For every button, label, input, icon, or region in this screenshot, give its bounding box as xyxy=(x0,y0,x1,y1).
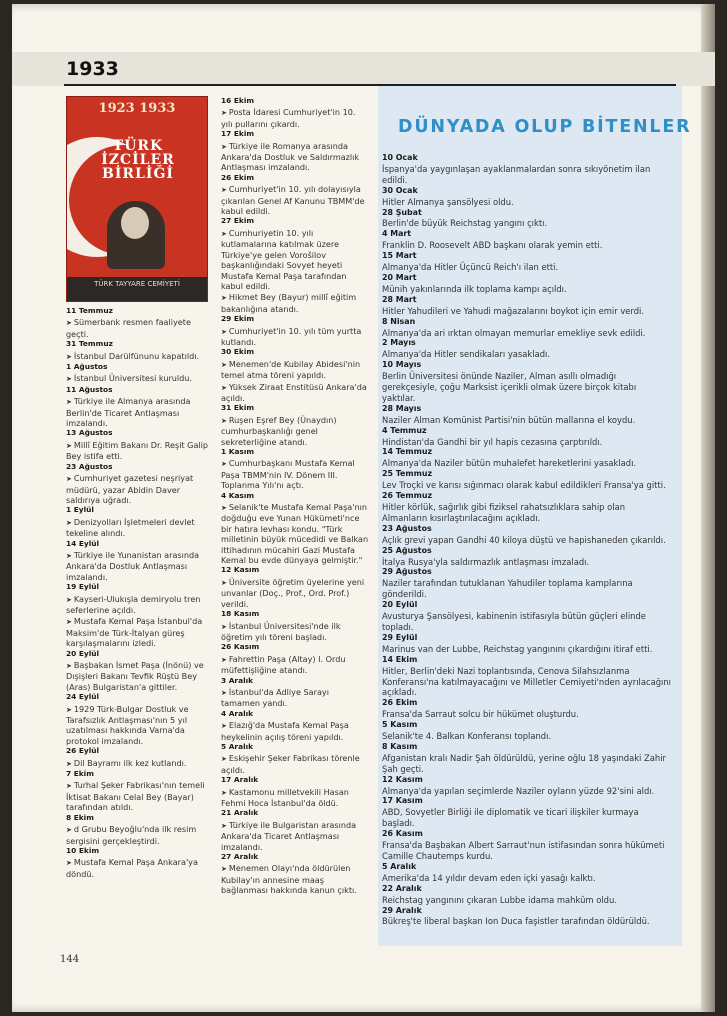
arrow-icon: ➤ xyxy=(221,788,227,797)
arrow-icon: ➤ xyxy=(221,186,227,195)
arrow-icon: ➤ xyxy=(66,595,72,604)
entry-date: 16 Ekim xyxy=(221,96,255,105)
arrow-icon: ➤ xyxy=(66,826,72,835)
event-text: Selanik'te 4. Balkan Konferansı toplandı. xyxy=(382,731,552,742)
arrow-icon: ➤ xyxy=(66,662,72,670)
arrow-icon: ➤ xyxy=(66,618,72,627)
entry-date: 8 Ekim xyxy=(66,812,94,822)
arrow-icon: ➤ xyxy=(221,504,227,513)
event-date: 14 Temmuz xyxy=(382,447,433,457)
event-text: Avusturya Şansölyesi, kabinenin istifasıyla bütün güçleri elinde topladı. xyxy=(382,611,646,632)
arrow-icon: ➤ xyxy=(66,705,72,714)
arrow-icon: ➤ xyxy=(66,475,72,484)
entry-text: Dil Bayramı ilk kez kutlandı. xyxy=(73,757,187,768)
entry-text: İstanbul'da Adliye Sarayı tamamen yandı. xyxy=(221,686,329,709)
world-event xyxy=(382,567,672,600)
world-event xyxy=(382,600,672,633)
world-event xyxy=(382,317,672,339)
entry-text: Üniversite öğretim üyelerine yeni unvanlar (Doç., Prof., Ord. Prof.) verildi. xyxy=(221,576,365,609)
entry-date: 3 Aralık xyxy=(221,675,254,685)
entry-date: 4 Aralık xyxy=(221,708,254,718)
world-event xyxy=(382,491,672,524)
entry-date: 31 Ekim xyxy=(221,403,255,413)
portrait-figure xyxy=(107,201,165,269)
event-date: 25 Temmuz xyxy=(382,469,433,479)
poster-years: 1923 1933 xyxy=(98,101,176,116)
entry-text: Cumhuriyet'in 10. yılı tüm yurtta kutlandı. xyxy=(221,325,362,347)
event-date: 14 Ekim xyxy=(382,654,418,664)
event-text: Almanya'da Hitler sendikaları yasakladı. xyxy=(382,349,551,360)
entry-date: 24 Eylül xyxy=(66,692,100,702)
entry-date: 17 Aralık xyxy=(221,775,259,785)
world-event xyxy=(382,295,672,317)
entry-text: Cumhuriyetin 10. yılı kutlamalarına katılmak üzere Türkiye'ye gelen Vorošilov başkanlığındaki Sovyet heyeti Mustafa Kemal Paşa tarafından kabul edildi. xyxy=(221,227,347,291)
event-date: 10 Ocak xyxy=(382,153,418,162)
arrow-icon: ➤ xyxy=(221,578,227,587)
entry-date: 18 Kasım xyxy=(221,609,260,619)
timeline-entry xyxy=(66,649,216,693)
entry-text: Cumhuriyet'in 10. yılı dolayısıyla çıkarılan Genel Af Kanunu TBMM'de kabul edildi. xyxy=(221,184,365,217)
event-date: 20 Mart xyxy=(382,272,417,282)
event-text: Hitler, Berlin'deki Nazi toplantısında, Cenova Silahsızlanma Konferansı'na katılmayacağını ve Milletler Cemiyeti'nden ayrılacağını açıkladı. xyxy=(382,665,671,698)
entry-text: 1929 Türk-Bulgar Dostluk ve Tarafsızlık Antlaşması'nın 5 yıl uzatılması hakkında Varna'da protokol imzalandı. xyxy=(66,703,189,746)
entry-text: Eskişehir Şeker Fabrikası törenle açıldı. xyxy=(221,753,360,775)
event-text: Fransa'da Sarraut solcu bir hükümet oluşturdu. xyxy=(382,709,579,720)
timeline-entry xyxy=(66,769,216,813)
timeline-entry xyxy=(221,609,369,642)
event-date: 30 Ocak xyxy=(382,185,418,195)
timeline-entry xyxy=(221,314,369,347)
entry-text: Posta İdaresi Cumhuriyet'in 10. yılı pullarını çıkardı. xyxy=(221,107,356,129)
event-text: İtalya Rusya'yla saldırmazlık antlaşması imzaladı. xyxy=(382,556,590,567)
entry-text: Selanik'te Mustafa Kemal Paşa'nın doğduğu eve Yunan Hükümeti'nce bir hatıra levhası kondu. "Türk milletinin büyük mücedidi ve Balkan ittihadının mücahiri Gazi Mustafa Kemal bu evde dünyaya gelmiştir." xyxy=(221,502,369,566)
timeline-column-2 xyxy=(221,96,369,896)
event-date: 28 Mart xyxy=(382,294,417,304)
timeline-entry xyxy=(221,642,369,675)
event-text: Açlık grevi yapan Gandhi 40 kiloya düştü ve hapishaneden çıkarıldı. xyxy=(382,534,666,545)
world-event xyxy=(382,862,672,884)
arrow-icon: ➤ xyxy=(221,294,227,303)
world-event xyxy=(382,698,672,720)
timeline-entry xyxy=(221,808,369,852)
event-text: Hitler Almanya şansölyesi oldu. xyxy=(382,196,514,207)
event-date: 29 Aralık xyxy=(382,905,422,915)
event-text: Afganistan kralı Nadir Şah öldürüldü, yerine oğlu 18 yaşındaki Zahir Şah geçti. xyxy=(382,752,666,774)
timeline-entry xyxy=(66,306,216,339)
entry-text: İstanbul Üniversitesi kuruldu. xyxy=(73,373,193,384)
event-date: 26 Ekim xyxy=(382,698,418,708)
entry-text: İstanbul Darülfünunu kapatıldı. xyxy=(73,350,200,361)
entry-date: 21 Aralık xyxy=(221,808,259,818)
poster-image xyxy=(66,96,208,302)
event-date: 8 Nisan xyxy=(382,316,416,326)
entry-text: Başbakan İsmet Paşa (İnönü) ve Dışişleri Bakanı Tevfik Rüştü Bey (Aras) Bulgaristan'a gittiler. xyxy=(66,660,204,692)
event-text: Reichstag yangınını çıkaran Lubbe idama mahkûm oldu. xyxy=(382,894,617,905)
entry-text: Cumhurbaşkanı Mustafa Kemal Paşa TBMM'nin IV. Dönem III. Toplanma Yılı'nı açtı. xyxy=(221,458,355,491)
entry-text: Turhal Şeker Fabrikası'nın temeli İktisat Bakanı Celal Bey (Bayar) tarafından atıldı. xyxy=(66,780,205,813)
event-text: Fransa'da Başbakan Albert Sarraut'nun istifasından sonra hükümeti Camille Chautemps kurdu. xyxy=(382,840,665,861)
event-date: 12 Kasım xyxy=(382,774,423,784)
entry-date: 17 Ekim xyxy=(221,129,255,139)
timeline-entry xyxy=(66,462,216,506)
arrow-icon: ➤ xyxy=(221,327,227,336)
timeline-entry xyxy=(66,813,216,846)
event-text: Franklin D. Roosevelt ABD başkanı olarak yemin etti. xyxy=(382,240,603,251)
event-date: 5 Aralık xyxy=(382,861,417,871)
world-event xyxy=(382,633,672,655)
arrow-icon: ➤ xyxy=(221,360,227,369)
page-year: 1933 xyxy=(66,58,119,80)
entry-text: Cumhuriyet gazetesi neşriyat müdürü, yazar Abidin Daver saldırıya uğradı. xyxy=(66,473,194,505)
page-number: 144 xyxy=(60,954,80,965)
entry-text: Kayseri-Ulukışla demiryolu tren seferlerine açıldı. xyxy=(66,593,201,615)
timeline-entry xyxy=(221,491,369,566)
arrow-icon: ➤ xyxy=(221,460,227,469)
event-text: Berlin Üniversitesi önünde Naziler, Alman asıllı olmadığı gerekçesiyle, çoğu Marksist içerikli olmak üzere birçok kitabı yaktılar. xyxy=(382,371,637,403)
arrow-icon: ➤ xyxy=(221,755,227,764)
timeline-entry xyxy=(66,339,216,362)
arrow-icon: ➤ xyxy=(66,352,72,361)
world-event xyxy=(382,546,672,568)
timeline-entry xyxy=(66,692,216,746)
event-date: 4 Temmuz xyxy=(382,425,427,435)
entry-date: 1 Kasım xyxy=(221,447,255,456)
entry-date: 5 Aralık xyxy=(221,741,254,751)
page-binding xyxy=(701,4,715,1012)
event-date: 26 Kasım xyxy=(382,829,423,839)
arrow-icon: ➤ xyxy=(221,416,227,425)
entry-date: 27 Aralık xyxy=(221,852,259,862)
world-event xyxy=(382,720,672,742)
entry-date: 11 Temmuz xyxy=(66,306,113,315)
event-text: Naziler Alman Komünist Partisi'nin bütün mallarına el koydu. xyxy=(382,414,636,425)
event-text: Hindistan'da Gandhi bir yıl hapis cezasına çarptırıldı. xyxy=(382,436,603,447)
timeline-entry xyxy=(66,746,216,769)
world-events-title: DÜNYADA OLUP BİTENLER xyxy=(398,117,692,137)
entry-text: Türkiye ile Bulgaristan arasında Ankara'da Ticaret Antlaşması imzalandı. xyxy=(221,819,357,852)
event-date: 20 Eylül xyxy=(382,600,418,610)
entry-text: İstanbul Üniversitesi'nde ilk öğretim yılı töreni başladı. xyxy=(221,620,341,642)
entry-date: 23 Ağustos xyxy=(66,461,113,471)
timeline-entry xyxy=(221,852,369,896)
arrow-icon: ➤ xyxy=(66,398,72,407)
event-date: 29 Ağustos xyxy=(382,567,432,577)
timeline-entry xyxy=(221,403,369,447)
world-event xyxy=(382,524,672,546)
timeline-entry xyxy=(66,428,216,461)
timeline-entry xyxy=(66,385,216,429)
arrow-icon: ➤ xyxy=(221,865,227,874)
entry-text: d Grubu Beyoğlu'nda ilk resim sergisini gerçekleştirdi. xyxy=(66,824,197,846)
event-text: Münih yakınlarında ilk toplama kampı açıldı. xyxy=(382,283,567,294)
world-events-list xyxy=(382,153,672,927)
world-event xyxy=(382,229,672,251)
entry-date: 1 Ağustos xyxy=(66,362,108,372)
world-event xyxy=(382,186,672,208)
world-event xyxy=(382,742,672,775)
arrow-icon: ➤ xyxy=(66,375,72,384)
event-text: Berlin'de büyük Reichstag yangını çıktı. xyxy=(382,218,548,229)
event-date: 4 Mart xyxy=(382,229,412,239)
entry-text: Menemen Olayı'nda öldürülen Kubilay'ın annesine maaş bağlanması hakkında kanun çıktı. xyxy=(221,863,357,896)
event-text: Lev Troçki ve karısı sığınmacı olarak kabul edildikleri Fransa'ya gitti. xyxy=(382,480,666,491)
event-date: 10 Mayıs xyxy=(382,360,422,370)
event-text: Amerika'da 14 yıldır devam eden içki yasağı kalktı. xyxy=(382,872,596,883)
event-date: 29 Eylül xyxy=(382,632,418,642)
entry-text: Fahrettin Paşa (Altay) I. Ordu müfettişliğine atandı. xyxy=(221,653,346,676)
event-date: 28 Mayıs xyxy=(382,403,422,413)
event-date: 17 Kasım xyxy=(382,796,423,806)
entry-date: 29 Ekim xyxy=(221,314,255,324)
arrow-icon: ➤ xyxy=(221,383,227,392)
entry-text: Türkiye ile Yunanistan arasında Ankara'da Dostluk Antlaşması imzalandı. xyxy=(66,549,200,582)
entry-date: 31 Temmuz xyxy=(66,339,113,349)
event-text: Bükreş'te liberal başkan Ion Duca faşistler tarafından öldürüldü. xyxy=(382,916,650,927)
arrow-icon: ➤ xyxy=(221,142,227,151)
event-date: 5 Kasım xyxy=(382,720,418,730)
arrow-icon: ➤ xyxy=(221,109,227,118)
entry-text: Ruşen Eşref Bey (Ünaydın) cumhurbaşkanlığı genel sekreterliğine atandı. xyxy=(221,414,337,447)
arrow-icon: ➤ xyxy=(66,782,72,791)
entry-date: 26 Kasım xyxy=(221,642,260,652)
event-date: 25 Ağustos xyxy=(382,545,432,555)
timeline-entry xyxy=(221,775,369,808)
entry-date: 12 Kasım xyxy=(221,565,260,575)
event-date: 8 Kasım xyxy=(382,741,418,751)
poster-title: TÜRK İZCİLER BİRLİĞİ xyxy=(101,138,175,182)
event-text: İspanya'da yaygınlaşan ayaklanmalardan sonra sıkıyönetim ilan edildi. xyxy=(382,163,651,185)
entry-text: Mustafa Kemal Paşa İstanbul'da Maksim'de Türk-İtalyan güreş karşılaşmalarını izledi. xyxy=(66,616,203,649)
world-event xyxy=(382,404,672,426)
timeline-entry xyxy=(221,129,369,173)
timeline-column-1 xyxy=(66,306,216,879)
world-event xyxy=(382,775,672,797)
arrow-icon: ➤ xyxy=(66,551,72,560)
event-date: 28 Şubat xyxy=(382,207,422,217)
world-event xyxy=(382,251,672,273)
event-text: Almanya'da Naziler bütün muhalefet hareketlerini yasakladı. xyxy=(382,458,637,469)
event-text: Marinus van der Lubbe, Reichstag yangınını çıkardığını itiraf etti. xyxy=(382,643,653,654)
event-date: 23 Ağustos xyxy=(382,523,432,533)
world-event xyxy=(382,153,672,186)
entry-date: 14 Eylül xyxy=(66,538,100,548)
entry-date: 1 Eylül xyxy=(66,505,94,515)
event-text: ABD, Sovyetler Birliği ile diplomatik ve ticari ilişkiler kurmaya başladı. xyxy=(382,807,639,829)
timeline-entry xyxy=(66,362,216,385)
entry-text: Kastamonu milletvekili Hasan Fehmi Hoca İstanbul'da öldü. xyxy=(221,786,349,808)
entry-date: 26 Ekim xyxy=(221,172,255,182)
world-event xyxy=(382,906,672,928)
timeline-entry xyxy=(66,582,216,648)
world-event xyxy=(382,360,672,404)
timeline-entry xyxy=(221,709,369,742)
timeline-entry xyxy=(66,539,216,583)
timeline-entry xyxy=(221,216,369,314)
timeline-entry xyxy=(221,676,369,709)
entry-date: 20 Eylül xyxy=(66,648,100,658)
poster-footer: TÜRK TAYYARE CEMİYETİ xyxy=(67,277,207,301)
entry-text: Sümerbank resmen faaliyete geçti. xyxy=(66,317,191,339)
world-event xyxy=(382,338,672,360)
world-event xyxy=(382,884,672,906)
arrow-icon: ➤ xyxy=(221,655,227,664)
world-event xyxy=(382,796,672,829)
timeline-entry xyxy=(221,742,369,775)
arrow-icon: ➤ xyxy=(66,759,72,768)
world-event xyxy=(382,447,672,469)
entry-date: 4 Kasım xyxy=(221,490,255,500)
event-date: 15 Mart xyxy=(382,251,417,261)
world-event xyxy=(382,208,672,230)
event-date: 22 Aralık xyxy=(382,883,422,893)
entry-text: Türkiye ile Romanya arasında Ankara'da Dostluk ve Saldırmazlık Antlaşması imzalandı. xyxy=(221,140,360,173)
entry-text: Hikmet Bey (Bayur) millî eğitim bakanlığına atandı. xyxy=(221,292,357,314)
entry-date: 7 Ekim xyxy=(66,769,94,779)
timeline-entry xyxy=(221,173,369,217)
world-event xyxy=(382,655,672,699)
world-event xyxy=(382,469,672,491)
timeline-entry xyxy=(66,846,216,879)
entry-date: 26 Eylül xyxy=(66,746,100,756)
event-date: 26 Temmuz xyxy=(382,491,433,501)
timeline-entry xyxy=(66,505,216,538)
entry-text: Menemen'de Kubilay Abidesi'nin temel atma töreni yapıldı. xyxy=(221,358,361,381)
world-event xyxy=(382,426,672,448)
entry-text: Elazığ'da Mustafa Kemal Paşa heykelinin açılış töreni yapıldı. xyxy=(221,720,349,742)
entry-date: 11 Ağustos xyxy=(66,384,113,394)
entry-date: 30 Ekim xyxy=(221,347,255,357)
arrow-icon: ➤ xyxy=(66,319,72,328)
arrow-icon: ➤ xyxy=(66,441,72,450)
world-event xyxy=(382,829,672,862)
timeline-entry xyxy=(221,347,369,403)
entry-date: 13 Ağustos xyxy=(66,428,113,438)
arrow-icon: ➤ xyxy=(221,688,227,697)
event-text: Hitler körlük, sağırlık gibi fiziksel rahatsızlıklara sahip olan Almanların kısırlaştırılacağını açıkladı. xyxy=(382,502,626,523)
arrow-icon: ➤ xyxy=(221,622,227,631)
timeline-entry xyxy=(221,447,369,491)
event-text: Almanya'da Hitler Üçüncü Reich'ı ilan etti. xyxy=(382,262,559,273)
entry-text: Millî Eğitim Bakanı Dr. Reşit Galip Bey istifa etti. xyxy=(66,439,209,462)
entry-text: Yüksek Ziraat Enstitüsü Ankara'da açıldı. xyxy=(221,381,367,403)
timeline-entry xyxy=(221,565,369,609)
entry-text: Türkiye ile Almanya arasında Berlin'de Ticaret Antlaşması imzalandı. xyxy=(66,396,191,429)
entry-text: Mustafa Kemal Paşa Ankara'ya döndü. xyxy=(66,857,198,879)
event-text: Almanya'da ari ırktan olmayan memurlar emekliye sevk edildi. xyxy=(382,327,646,338)
timeline-entry xyxy=(221,96,369,129)
arrow-icon: ➤ xyxy=(221,722,227,731)
event-date: 2 Mayıs xyxy=(382,338,416,348)
world-event xyxy=(382,273,672,295)
event-text: Almanya'da yapılan seçimlerde Naziler oyların yüzde 92'sini aldı. xyxy=(382,785,655,796)
arrow-icon: ➤ xyxy=(66,859,72,868)
arrow-icon: ➤ xyxy=(66,518,72,527)
entry-date: 10 Ekim xyxy=(66,845,100,855)
arrow-icon: ➤ xyxy=(221,821,227,830)
entry-date: 19 Eylül xyxy=(66,582,100,592)
event-text: Naziler tarafından tutuklanan Yahudiler toplama kamplarına gönderildi. xyxy=(382,578,633,600)
event-text: Hitler Yahudileri ve Yahudi mağazalarını boykot için emir verdi. xyxy=(382,305,645,316)
arrow-icon: ➤ xyxy=(221,229,227,238)
entry-text: Denizyolları İşletmeleri devlet tekeline alındı. xyxy=(66,516,195,539)
entry-date: 27 Ekim xyxy=(221,216,255,226)
